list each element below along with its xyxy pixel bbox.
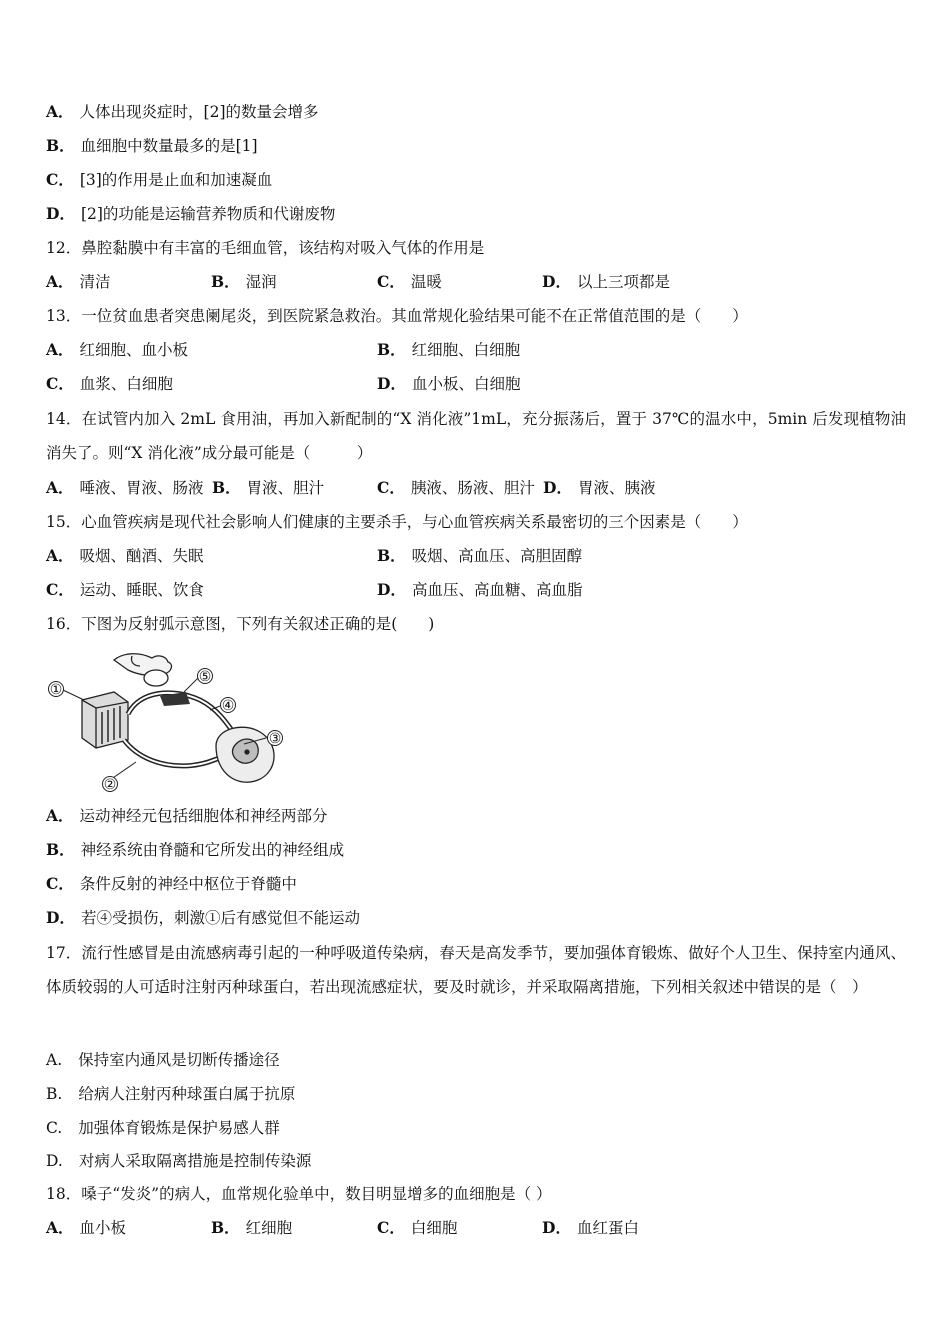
q11-option-a: A． 人体出现炎症时，[2]的数量会增多: [46, 102, 319, 121]
q17-option-b: B. 给病人注射丙种球蛋白属于抗原: [46, 1085, 296, 1103]
q15-option-c: C． 运动、睡眠、饮食: [46, 580, 204, 599]
q13-options-row2: [46, 373, 906, 395]
q15-stem: 15．心血管疾病是现代社会影响人们健康的主要杀手，与心血管疾病关系最密切的三个因素是（ ）: [46, 513, 748, 531]
q16-option-b: B． 神经系统由脊髓和它所发出的神经组成: [46, 840, 345, 859]
figure-callout-5: [198, 669, 213, 686]
figure-callout-3: [268, 731, 283, 748]
reflex-arc-figure: [44, 648, 292, 794]
q17-option-c: C. 加强体育锻炼是保护易感人群: [46, 1119, 280, 1137]
q13-stem: 13．一位贫血患者突患阑尾炎，到医院紧急救治。其血常规化验结果可能不在正常值范围的是（ ）: [46, 307, 748, 325]
q15-option-b: B． 吸烟、高血压、高胆固醇: [377, 546, 583, 565]
q12-options: [46, 271, 906, 293]
q18-option-d: D． 血红蛋白: [542, 1218, 639, 1237]
q12-stem: 12．鼻腔黏膜中有丰富的毛细血管，该结构对吸入气体的作用是: [46, 239, 485, 257]
q15-option-a: A． 吸烟、酗酒、失眠: [46, 546, 204, 565]
q14-stem: 14．在试管内加入 2mL 食用油，再加入新配制的“X 消化液”1mL，充分振荡后，置于 37℃的温水中，5min 后发现植物油消失了。则“X 消化液”成分最可能是（ ）: [46, 410, 906, 462]
q13-option-a: A． 红细胞、血小板: [46, 340, 189, 359]
q16-option-a: A． 运动神经元包括细胞体和神经两部分: [46, 806, 328, 825]
figure-callout-2: [103, 777, 118, 794]
q18-options: [46, 1217, 906, 1239]
receptor-block: [82, 692, 128, 748]
q15-options-row2: [46, 579, 906, 601]
q16-stem: 16．下图为反射弧示意图，下列有关叙述正确的是( ): [46, 615, 435, 633]
q18-stem: 18．嗓子“发炎”的病人，血常规化验单中，数目明显增多的血细胞是（ ）: [46, 1185, 552, 1203]
q14-option-a: A． 唾液、胃液、肠液: [46, 478, 204, 497]
q18-option-b: B． 红细胞: [211, 1218, 293, 1237]
q13-option-d: D． 血小板、白细胞: [377, 374, 521, 393]
q13-options-row1: [46, 339, 906, 361]
q12-option-c: C． 温暖: [377, 272, 442, 291]
q13-option-c: C． 血浆、白细胞: [46, 374, 173, 393]
figure-callout-1: [49, 682, 64, 699]
q11-option-d: D． [2]的功能是运输营养物质和代谢废物: [46, 204, 336, 223]
q15-options-row1: [46, 545, 906, 567]
q17-option-d: D. 对病人采取隔离措施是控制传染源: [46, 1152, 312, 1170]
svg-text:①: ①: [49, 682, 63, 698]
svg-text:⑤: ⑤: [198, 669, 212, 685]
q18-option-a: A． 血小板: [46, 1218, 127, 1237]
q17-stem: 17．流行性感冒是由流感病毒引起的一种呼吸道传染病，春天是高发季节，要加强体育锻炼、做好个人卫生、保持室内通风、体质较弱的人可适时注射丙种球蛋白，若出现流感症状，要及时就诊，并采取隔离措施，下列相关叙述中错误的是（ ）: [46, 944, 906, 996]
q12-option-b: B． 湿润: [211, 272, 277, 291]
q16-option-d: D． 若④受损伤，刺激①后有感觉但不能运动: [46, 908, 360, 927]
q14-option-d: D． 胃液、胰液: [543, 478, 656, 497]
q17-option-a: A. 保持室内通风是切断传播途径: [46, 1051, 280, 1069]
q13-option-b: B． 红细胞、白细胞: [377, 340, 521, 359]
q16-option-c: C． 条件反射的神经中枢位于脊髓中: [46, 874, 297, 893]
q14-option-b: B． 胃液、胆汁: [212, 478, 325, 497]
q14-options: [46, 477, 906, 499]
q18-option-c: C． 白细胞: [377, 1218, 458, 1237]
q12-option-d: D． 以上三项都是: [542, 272, 670, 291]
svg-text:③: ③: [268, 731, 282, 747]
svg-text:④: ④: [221, 698, 235, 714]
q11-option-c: C． [3]的作用是止血和加速凝血: [46, 170, 273, 189]
spinal-cord-section: [216, 727, 274, 782]
q14-option-c: C． 胰液、肠液、胆汁: [377, 478, 535, 497]
svg-text:②: ②: [103, 777, 117, 793]
figure-callout-4: [221, 698, 236, 715]
q15-option-d: D． 高血压、高血糖、高血脂: [377, 580, 583, 599]
hand-illustration: [114, 654, 171, 686]
q11-option-b: B． 血细胞中数量最多的是[1]: [46, 136, 258, 155]
q12-option-a: A． 清洁: [46, 272, 111, 291]
